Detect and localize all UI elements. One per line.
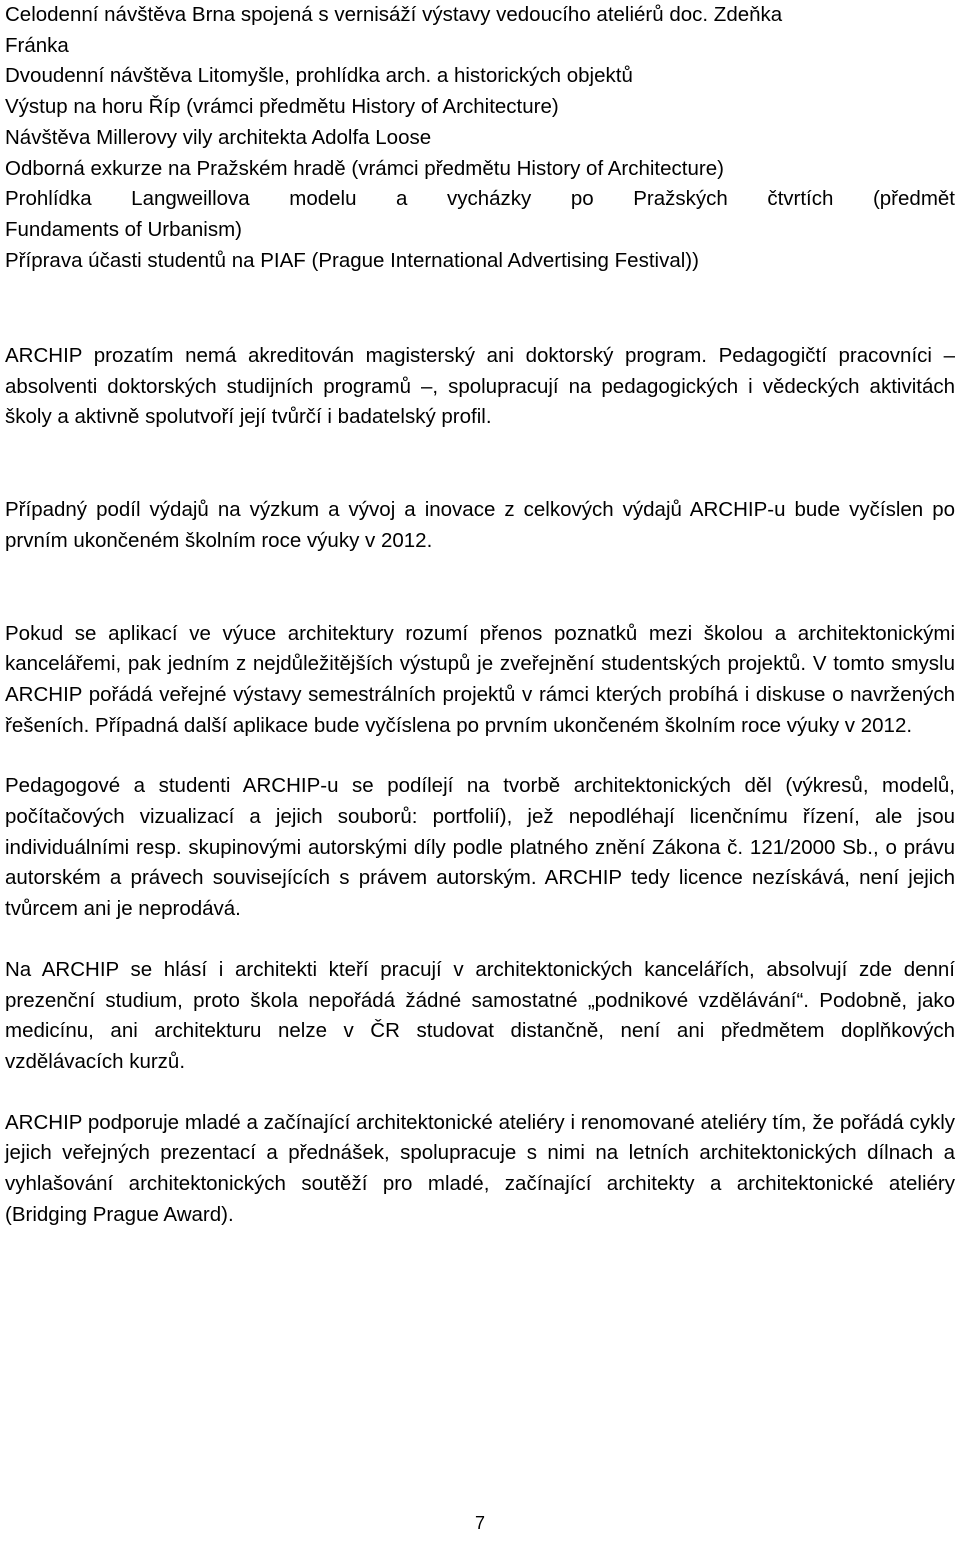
list-item: Dvoudenní návštěva Litomyšle, prohlídka arch. a historických objektů xyxy=(5,64,633,88)
list-item: Výstup na horu Říp (vrámci předmětu History of Architecture) xyxy=(5,95,559,119)
page-number: 7 xyxy=(474,1513,485,1533)
list-item: Návštěva Millerovy vily architekta Adolfa Loose xyxy=(5,125,432,149)
paragraph-accreditation: ARCHIP prozatím nemá akreditován magisterský ani doktorský program. Pedagogičtí pracovníci – absolventi doktorských studijních programů –, spolupracují na pedagogických i vědeckých aktivitách školy a aktivně spolutvoří její tvůrčí i badatelský profil. xyxy=(5,344,955,429)
list-item: Příprava účasti studentů na PIAF (Prague International Advertising Festival)) xyxy=(5,248,699,272)
paragraph-licensing: Pedagogové a studenti ARCHIP-u se podílejí na tvorbě architektonických děl (výkresů, modelů, počítačových vizualizací a jejich souborů: portfolií), jež nepodléhají licenčnímu řízení, ale jsou individuálními resp. skupinovými autorskými díly podle platného znění Zákona č. 121/2000 Sb., o právu autorském a právech souvisejících s právem autorským. ARCHIP tedy licence nezískává, není jejich tvůrcem ani je neprodává. xyxy=(5,774,955,921)
paragraph-education: Na ARCHIP se hlásí i architekti kteří pracují v architektonických kancelářích, absolvují zde denní prezenční studium, proto škola nepořádá žádné samostatné „podnikové vzdělávání“. Podobně, jako medicínu, ani architekturu nelze v ČR studovat distančně, není ani předmětem doplňkových vzdělávacích kurzů. xyxy=(5,957,955,1073)
paragraph-support: ARCHIP podporuje mladé a začínající architektonické ateliéry i renomované ateliéry tím, že pořádá cykly jejich veřejných prezentací a přednášek, spolupracuje s nimi na letních architektonických dílnach a vyhlašování architektonických soutěží pro mladé, začínající architekty a architektonické ateliéry (Bridging Prague Award). xyxy=(5,1110,955,1226)
list-item: Celodenní návštěva Brna spojená s vernisáží výstavy vedoucího ateliérů doc. Zdeňka xyxy=(5,3,783,26)
document-page xyxy=(5,0,955,1230)
list-item: Fránka xyxy=(5,33,69,57)
activities-list xyxy=(5,0,955,276)
paragraph-research-expenses: Případný podíl výdajů na výzkum a vývoj a inovace z celkových výdajů ARCHIP-u bude vyčíslen po prvním ukončeném školním roce výuky v 2012. xyxy=(5,498,955,552)
list-item: Fundaments of Urbanism) xyxy=(5,217,242,241)
list-item: Odborná exkurze na Pražském hradě (vrámci předmětu History of Architecture) xyxy=(5,156,724,180)
list-item: Prohlídka Langweillova modelu a vycházky po Pražských čtvrtích (předmět xyxy=(5,187,955,211)
paragraph-applications: Pokud se aplikací ve výuce architektury rozumí přenos poznatků mezi školou a architektonickými kancelářemi, pak jedním z nejdůležitějších výstupů je zveřejnění studentských projektů. V tomto smyslu ARCHIP pořádá veřejné výstavy semestrálních projektů v rámci kterých probíhá i diskuse o navržených řešeních. Případná další aplikace bude vyčíslena po prvním ukončeném školním roce výuky v 2012. xyxy=(5,621,955,737)
